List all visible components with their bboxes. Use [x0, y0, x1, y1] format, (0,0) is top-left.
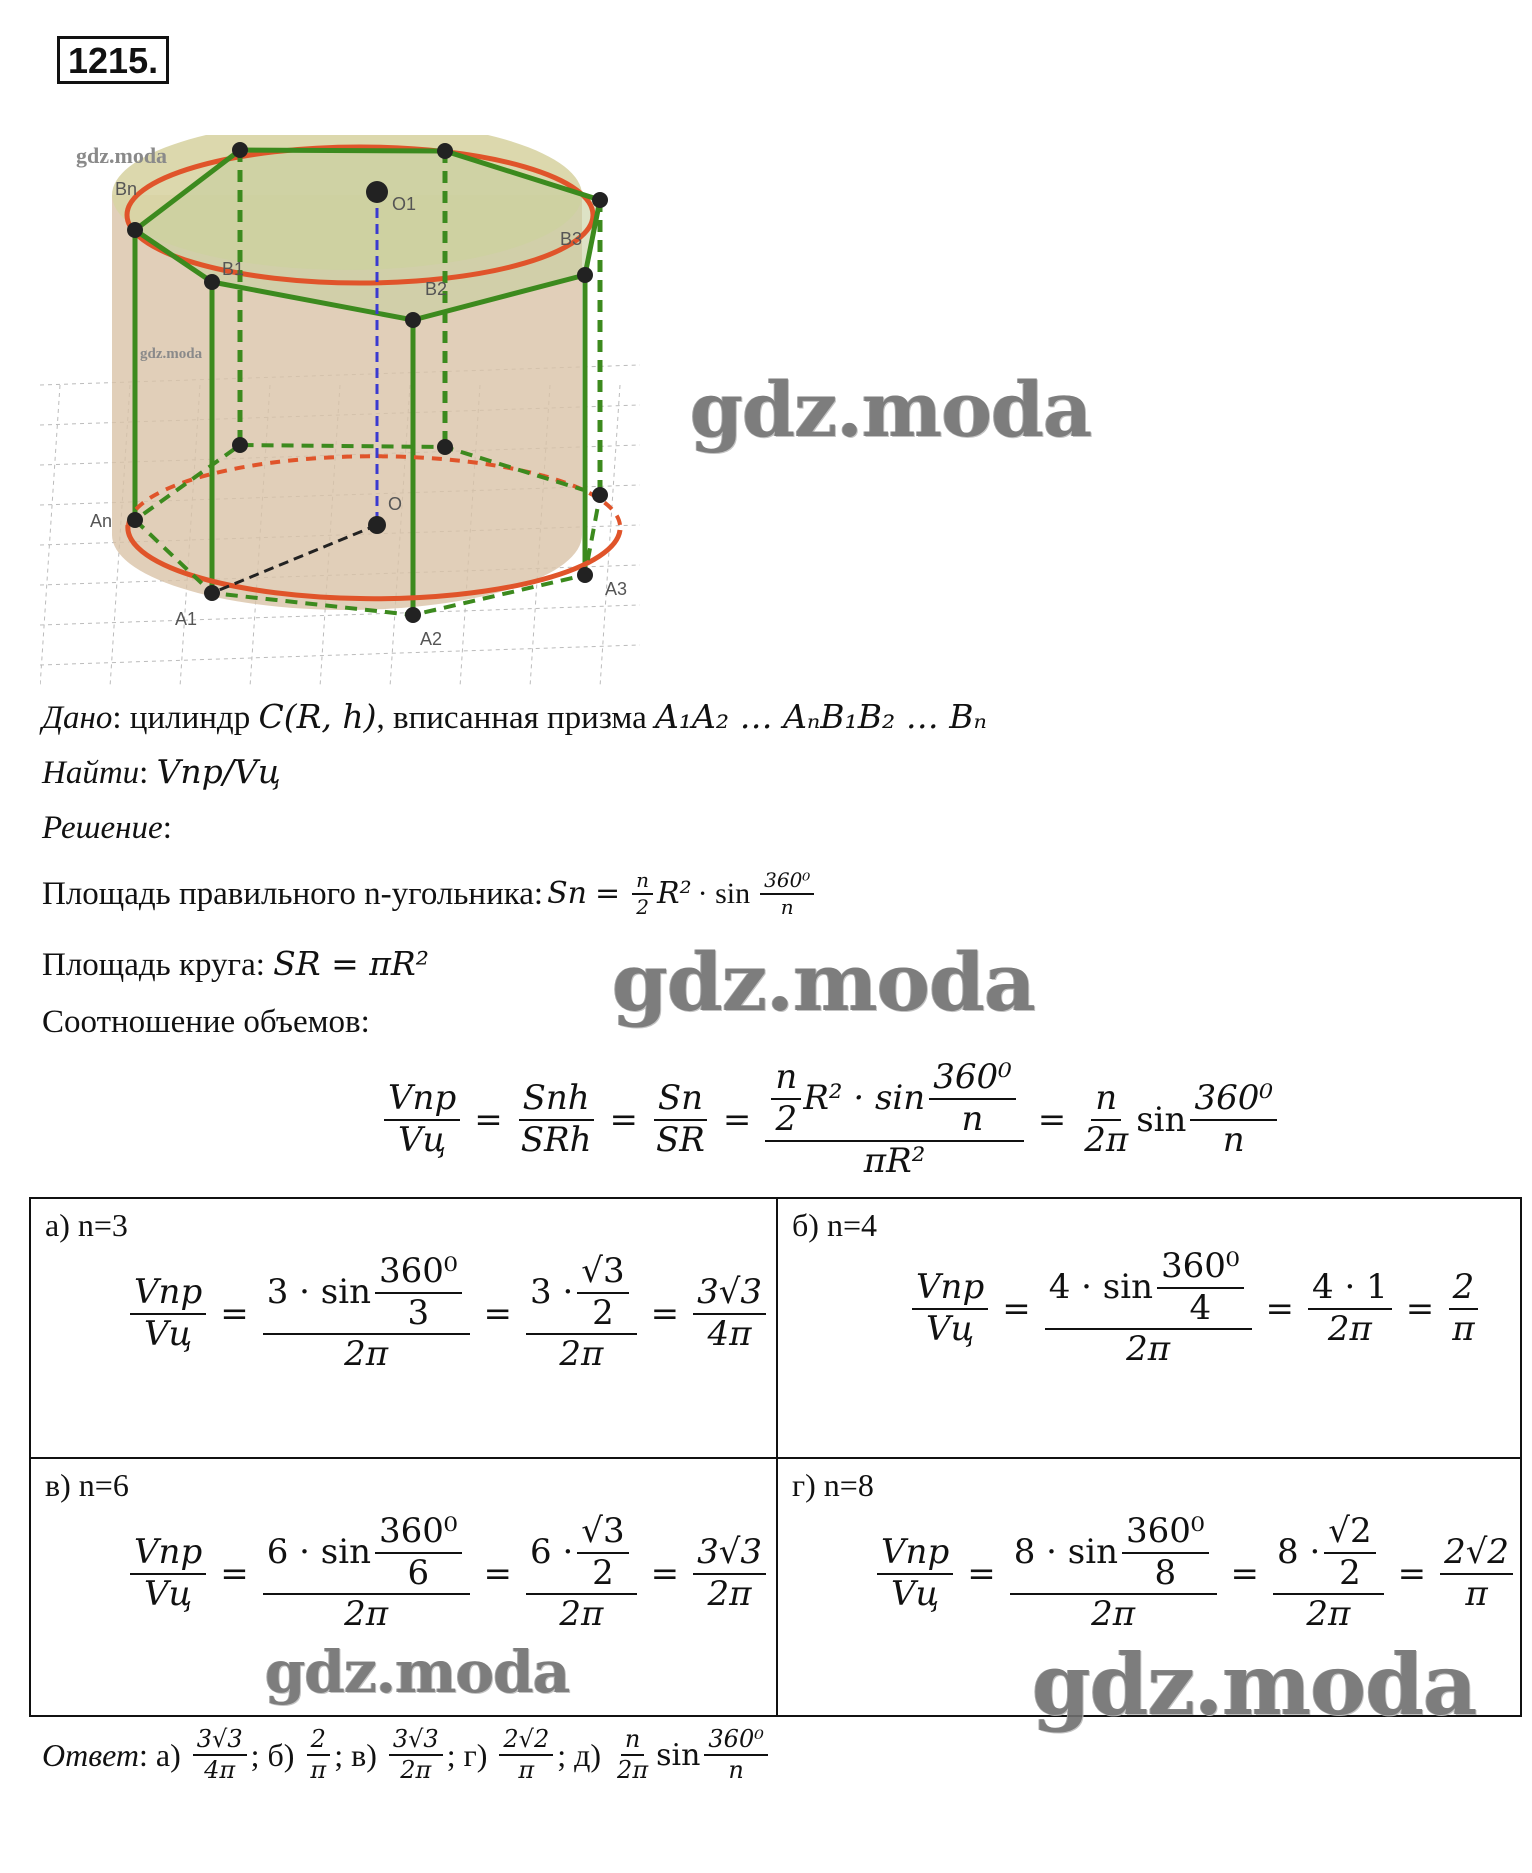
- case-v-f1-ang-n: 360⁰: [375, 1514, 462, 1554]
- case-a-res-d: 4π: [707, 1313, 752, 1354]
- case-g-f1-ang: [1122, 1511, 1209, 1593]
- answer-d-sin: sin: [656, 1737, 701, 1773]
- case-g-f1-ang-n: 360⁰: [1122, 1514, 1209, 1554]
- case-b-res-n: 2: [1449, 1270, 1479, 1310]
- case-a-f2: [526, 1251, 637, 1375]
- case-v-f2-sub: [577, 1511, 628, 1593]
- ratio-s-num: Sn: [654, 1081, 707, 1121]
- case-g-eq2: =: [1230, 1553, 1260, 1594]
- case-g-res-n: 2√2: [1440, 1535, 1513, 1575]
- case-v-f2-num: [526, 1511, 637, 1595]
- given-text-a: : цилиндр: [112, 700, 259, 736]
- case-b-v-den: Vц: [925, 1308, 975, 1349]
- answer-c: [389, 1727, 443, 1783]
- case-v-f1-ang-d: 6: [407, 1552, 430, 1593]
- case-b-formula: [908, 1246, 1483, 1370]
- case-v-res-d: 2π: [707, 1573, 752, 1614]
- ratio-sh: [517, 1078, 596, 1160]
- solution-label: Решение: [42, 810, 163, 846]
- case-a-f2-sub: [577, 1251, 628, 1333]
- case-v-v-den: Vц: [143, 1573, 193, 1614]
- case-a-f1-den: 2π: [344, 1334, 389, 1375]
- big-coef: [771, 1057, 801, 1140]
- case-a-formula: [126, 1251, 770, 1375]
- case-v-v-num: Vпр: [130, 1535, 206, 1575]
- case-g-f1-num: [1010, 1511, 1217, 1595]
- case-b-f2-num: 4 · 1: [1308, 1270, 1392, 1310]
- case-g-f1-den: 2π: [1091, 1594, 1136, 1635]
- case-a-eq1: =: [220, 1293, 249, 1334]
- case-b-f1-ang: [1157, 1246, 1244, 1328]
- case-v-f2-sub-d: 2: [592, 1552, 614, 1593]
- answer-a-label: а): [155, 1736, 181, 1773]
- answer-g-n: 2√2: [499, 1727, 553, 1756]
- watermark-large-4: gdz.moda: [1032, 1635, 1477, 1734]
- answer-g-label: ; г): [446, 1736, 488, 1773]
- polygon-area-line: [42, 870, 818, 918]
- answer-d: [613, 1727, 652, 1783]
- polygon-area-angle-n: 360⁰: [760, 870, 814, 895]
- answer-b-n: 2: [307, 1727, 330, 1756]
- watermark-large-2: gdz.moda: [612, 935, 1035, 1029]
- eq-sign-1: =: [474, 1100, 503, 1140]
- case-b-f1-pre: 4 · sin: [1048, 1266, 1153, 1307]
- case-a-f2-pre: 3 ·: [530, 1271, 574, 1312]
- circle-area-expr: SR = πR²: [273, 944, 430, 983]
- ratio-v-num: Vпр: [384, 1081, 460, 1121]
- find-line: [42, 752, 281, 793]
- case-b-label: б) n=4: [792, 1207, 877, 1243]
- case-g-formula: [873, 1511, 1517, 1635]
- case-a-v-num: Vпр: [130, 1275, 206, 1315]
- case-g-eq1: =: [967, 1553, 996, 1594]
- big-angle-n: 360⁰: [929, 1060, 1016, 1100]
- case-g-f2-sub-n: √2: [1324, 1514, 1375, 1554]
- case-a-f2-num: [526, 1251, 637, 1335]
- given-line: [42, 697, 987, 738]
- case-a-f1-pre: 3 · sin: [266, 1271, 371, 1312]
- case-v-label: в) n=6: [45, 1467, 129, 1503]
- answer-c-d: 2π: [400, 1756, 432, 1785]
- case-a-v: [130, 1271, 206, 1354]
- answer-g: [499, 1727, 553, 1783]
- case-a-f1-ang-d: 3: [407, 1292, 430, 1333]
- case-b-cell: [778, 1199, 1522, 1457]
- find-label: Найти: [42, 755, 140, 791]
- result-angle-n: 360⁰: [1190, 1081, 1277, 1121]
- answer-b-d: π: [310, 1756, 327, 1785]
- case-g-f2-sub-d: 2: [1339, 1552, 1361, 1593]
- result-coef: [1080, 1078, 1132, 1160]
- label-B2: B2: [425, 279, 448, 299]
- case-v-f1-num: [263, 1511, 470, 1595]
- ratio-sh-num: Snh: [519, 1081, 594, 1121]
- answer-d-angle-d: n: [728, 1756, 744, 1785]
- case-g-f2-pre: 8 ·: [1277, 1531, 1321, 1572]
- answer-a-d: 4π: [204, 1756, 236, 1785]
- big-angle-d: n: [961, 1099, 984, 1140]
- ratio-s: [652, 1078, 709, 1160]
- case-b-f1-ang-n: 360⁰: [1157, 1249, 1244, 1289]
- label-A3: A3: [605, 579, 628, 599]
- ratio-sh-den: SRh: [520, 1120, 592, 1160]
- case-v-f2: [526, 1511, 637, 1635]
- eq-sign-4: =: [1037, 1100, 1067, 1140]
- polygon-area-eq: =: [594, 876, 621, 911]
- case-b-f1-num: [1045, 1246, 1252, 1330]
- case-g-f2-den: 2π: [1306, 1594, 1351, 1635]
- case-g-res: [1440, 1531, 1513, 1614]
- case-g-f2: [1273, 1511, 1384, 1635]
- result-coef-n: n: [1091, 1081, 1121, 1121]
- case-v-f1-den: 2π: [344, 1594, 389, 1635]
- answer-d-n: n: [621, 1727, 644, 1756]
- label-A2: A2: [420, 629, 443, 649]
- answer-d-label: ; д): [557, 1736, 602, 1773]
- case-a-f2-sub-n: √3: [577, 1254, 628, 1294]
- answer-d-angle: [704, 1727, 767, 1783]
- polygon-area-lhs: Sn: [547, 876, 587, 911]
- circle-area-line: [42, 944, 429, 985]
- case-g-f1-pre: 8 · sin: [1013, 1531, 1118, 1572]
- case-b-f1-ang-d: 4: [1189, 1287, 1212, 1328]
- case-v-res: [693, 1531, 766, 1614]
- find-expr: Vпр/Vц: [156, 752, 281, 791]
- case-a-f2-den: 2π: [559, 1334, 604, 1375]
- polygon-area-sin: · sin: [697, 877, 751, 910]
- result-coef-d: 2π: [1084, 1120, 1129, 1160]
- case-a-eq2: =: [483, 1293, 513, 1334]
- ratio-v: [384, 1078, 460, 1160]
- case-g-label: г) n=8: [792, 1467, 874, 1503]
- case-b-v-num: Vпр: [912, 1270, 988, 1310]
- case-g-v: [877, 1531, 953, 1614]
- case-b-v: [912, 1266, 988, 1349]
- answer-a: [193, 1727, 247, 1783]
- cylinder-prism-figure: [40, 135, 640, 687]
- answer-d-d: 2π: [617, 1756, 649, 1785]
- ratio-big: [765, 1057, 1023, 1181]
- case-v-v: [130, 1531, 206, 1614]
- polygon-area-r2: R²: [657, 876, 692, 911]
- big-angle: [929, 1057, 1016, 1140]
- case-a-f1: [263, 1251, 470, 1375]
- case-g-eq3: =: [1397, 1553, 1427, 1594]
- polygon-area-coef: [632, 870, 653, 918]
- case-a-res-n: 3√3: [693, 1275, 766, 1315]
- case-b-f2: [1308, 1266, 1392, 1349]
- case-v-f1: [263, 1511, 470, 1635]
- case-v-f2-pre: 6 ·: [530, 1531, 574, 1572]
- ratio-s-den: SR: [656, 1120, 705, 1160]
- watermark-small-2: gdz.moda: [140, 346, 203, 362]
- eq-sign-3: =: [722, 1100, 752, 1140]
- case-v-formula: [126, 1511, 770, 1635]
- case-b-eq3: =: [1405, 1288, 1435, 1329]
- eq-sign-2: =: [609, 1100, 639, 1140]
- case-v-f2-den: 2π: [559, 1594, 604, 1635]
- answer-c-label: ; в): [334, 1736, 377, 1773]
- case-v-f1-ang: [375, 1511, 462, 1593]
- result-angle: [1190, 1078, 1277, 1160]
- case-g-v-den: Vц: [890, 1573, 940, 1614]
- case-g-f1: [1010, 1511, 1217, 1635]
- case-v-eq2: =: [483, 1553, 513, 1594]
- polygon-area-coef-d: 2: [636, 895, 649, 919]
- circle-area-text: Площадь круга:: [42, 947, 274, 983]
- polygon-area-angle-d: n: [780, 895, 794, 919]
- case-b-f2-den: 2π: [1327, 1308, 1372, 1349]
- case-v-f1-pre: 6 · sin: [266, 1531, 371, 1572]
- answer-c-n: 3√3: [389, 1727, 443, 1756]
- label-An: An: [90, 511, 113, 531]
- volume-ratio-text: Соотношение объемов:: [42, 1004, 370, 1040]
- label-B1: B1: [222, 259, 245, 279]
- figure-svg: [40, 135, 640, 687]
- big-coef-d: 2: [775, 1099, 798, 1140]
- case-a-res: [693, 1271, 766, 1354]
- polygon-area-angle: [760, 870, 814, 918]
- case-v-eq1: =: [220, 1553, 249, 1594]
- answer-d-angle-n: 360⁰: [704, 1727, 767, 1756]
- label-B3: B3: [560, 229, 583, 249]
- case-g-f1-ang-d: 8: [1154, 1552, 1177, 1593]
- case-g-v-num: Vпр: [877, 1535, 953, 1575]
- answer-line: [42, 1727, 772, 1783]
- case-g-res-d: π: [1465, 1573, 1488, 1614]
- case-g-f2-num: [1273, 1511, 1384, 1595]
- given-prism: A₁A₂ … AₙB₁B₂ … Bₙ: [654, 697, 987, 736]
- watermark-large-1: gdz.moda: [690, 365, 1092, 454]
- case-b-f1: [1045, 1246, 1252, 1370]
- answer-a-n: 3√3: [193, 1727, 247, 1756]
- answer-g-d: π: [518, 1756, 535, 1785]
- case-b-f1-den: 2π: [1126, 1329, 1171, 1370]
- answer-b: [306, 1727, 330, 1783]
- case-a-f1-num: [263, 1251, 470, 1335]
- big-coef-n: n: [771, 1060, 801, 1100]
- case-v-eq3: =: [650, 1553, 680, 1594]
- answer-label: Ответ: [42, 1736, 139, 1773]
- answer-b-label: ; б): [250, 1736, 295, 1773]
- case-v-res-n: 3√3: [693, 1535, 766, 1575]
- watermark-large-3: gdz.moda: [265, 1638, 570, 1706]
- given-label: Дано: [42, 700, 113, 736]
- case-b-res: [1448, 1266, 1478, 1349]
- case-b-eq2: =: [1265, 1288, 1295, 1329]
- result-angle-d: n: [1222, 1120, 1245, 1160]
- label-O1: O1: [392, 194, 417, 214]
- case-a-eq3: =: [650, 1293, 680, 1334]
- polygon-area-coef-n: n: [632, 870, 653, 895]
- watermark-small-1: gdz.moda: [76, 143, 168, 168]
- ratio-big-den: πR²: [863, 1140, 926, 1181]
- label-Bn: Bn: [115, 179, 138, 199]
- label-O: O: [388, 494, 403, 514]
- ratio-v-den: Vц: [397, 1120, 447, 1160]
- case-a-f1-ang: [375, 1251, 462, 1333]
- main-formula: [380, 1055, 1281, 1185]
- case-b-res-d: π: [1452, 1308, 1475, 1349]
- solution-line: [42, 808, 172, 848]
- case-a-v-den: Vц: [143, 1313, 193, 1354]
- solution-colon: :: [162, 810, 172, 846]
- case-v-f2-sub-n: √3: [577, 1514, 628, 1554]
- big-mid: R² · sin: [803, 1078, 926, 1119]
- given-text-b: , вписанная призма: [376, 700, 655, 736]
- case-g-f2-sub: [1324, 1511, 1375, 1593]
- find-sep: :: [139, 755, 157, 791]
- problem-number: 1215.: [57, 36, 169, 84]
- result-sin: sin: [1136, 1100, 1187, 1140]
- case-a-f1-ang-n: 360⁰: [375, 1254, 462, 1294]
- case-a-cell: [31, 1199, 776, 1457]
- given-cylinder: C(R, h): [258, 697, 377, 736]
- ratio-big-num: [765, 1057, 1023, 1141]
- answer-colon: :: [139, 1736, 148, 1773]
- case-a-label: а) n=3: [45, 1207, 128, 1243]
- polygon-area-text: Площадь правильного n-угольника:: [42, 876, 544, 912]
- case-b-eq1: =: [1002, 1288, 1031, 1329]
- label-A1: A1: [175, 609, 198, 629]
- case-a-f2-sub-d: 2: [592, 1292, 614, 1333]
